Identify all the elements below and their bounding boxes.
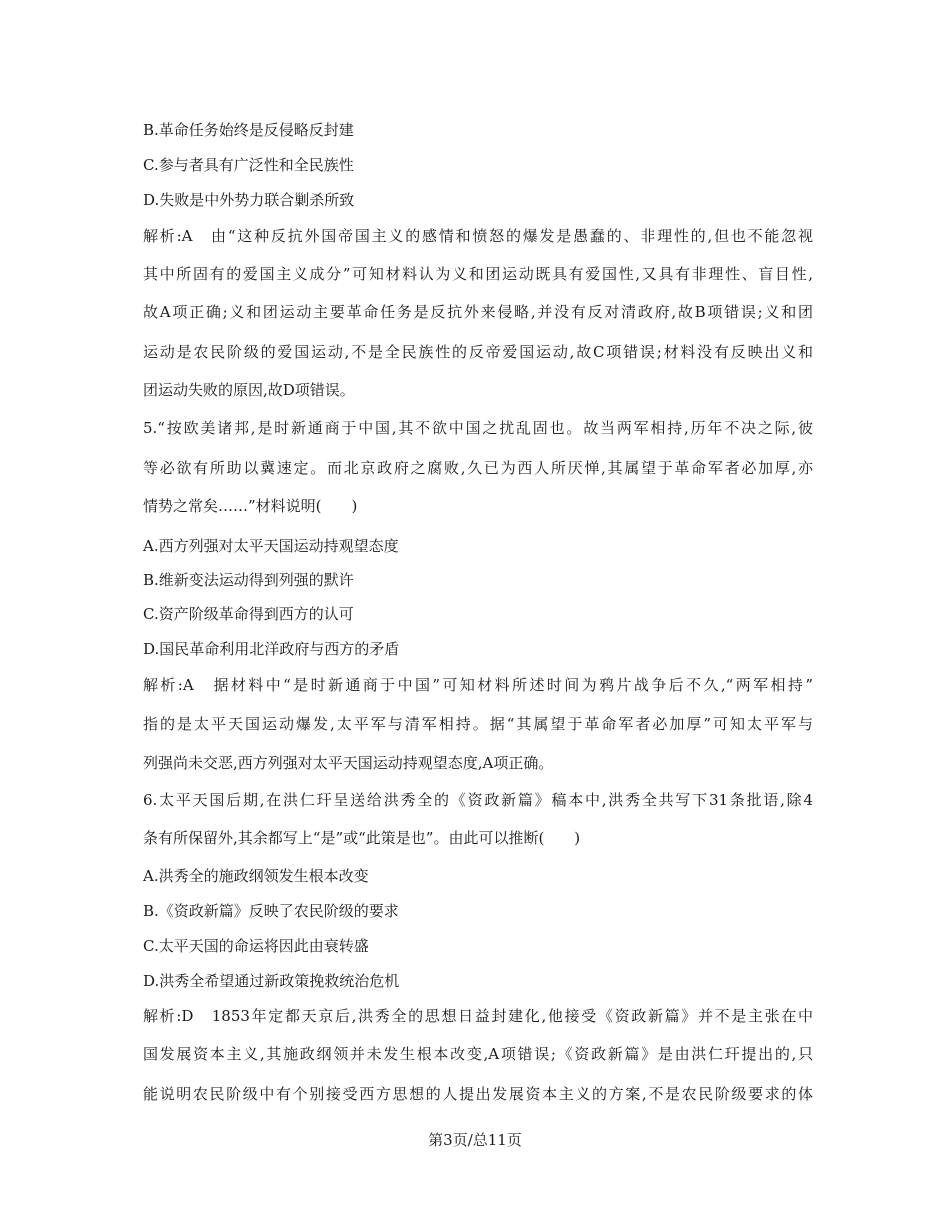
option-b-q5: B.维新变法运动得到列强的默许 [143, 571, 354, 589]
analysis-q5-line-2: 指的是太平天国运动爆发,太平军与清军相持。据“其属望于革命军者必加厚”可知太平军与 [143, 715, 813, 733]
analysis-q5-line-1: 解析:A 据材料中“是时新通商于中国”可知材料所述时间为鸦片战争后不久,“两军相持” [143, 676, 813, 694]
analysis-q6-line-3: 能说明农民阶级中有个别接受西方思想的人提出发展资本主义的方案,不是农民阶级要求的体 [143, 1085, 813, 1103]
analysis-q6-line-1: 解析:D 1853年定都天京后,洪秀全的思想日益封建化,他接受《资政新篇》并不是主张在中 [143, 1007, 813, 1025]
analysis-q5-line-3: 列强尚未交恶,西方列强对太平天国运动持观望态度,A项正确。 [143, 754, 554, 772]
option-a-q5: A.西方列强对太平天国运动持观望态度 [143, 537, 399, 555]
option-c-q6: C.太平天国的命运将因此由衰转盛 [143, 937, 369, 955]
option-b-q6: B.《资政新篇》反映了农民阶级的要求 [143, 902, 399, 920]
analysis-q4-line-5: 团运动失败的原因,故D项错误。 [143, 381, 355, 399]
option-c-q4: C.参与者具有广泛性和全民族性 [143, 156, 354, 174]
option-b-q4: B.革命任务始终是反侵略反封建 [143, 121, 354, 139]
analysis-q6-line-2: 国发展资本主义,其施政纲领并未发生根本改变,A项错误;《资政新篇》是由洪仁玕提出的,只 [143, 1045, 813, 1063]
question-6-line-2: 条有所保留外,其余都写上“是”或“此策是也”。由此可以推断( ) [143, 829, 581, 847]
analysis-q4-line-4: 运动是农民阶级的爱国运动,不是全民族性的反帝爱国运动,故C项错误;材料没有反映出义和 [143, 343, 813, 361]
option-d-q4: D.失败是中外势力联合剿杀所致 [143, 191, 355, 209]
analysis-q4-line-1: 解析:A 由“这种反抗外国帝国主义的感情和愤怒的爆发是愚蠢的、非理性的,但也不能忽视 [143, 227, 813, 245]
option-a-q6: A.洪秀全的施政纲领发生根本改变 [143, 867, 369, 885]
option-d-q5: D.国民革命利用北洋政府与西方的矛盾 [143, 640, 400, 658]
page-footer: 第3页/总11页 [428, 1131, 522, 1149]
question-5-line-3: 情势之常矣……”材料说明( ) [143, 497, 358, 515]
option-d-q6: D.洪秀全希望通过新政策挽救统治危机 [143, 972, 400, 990]
analysis-q4-line-3: 故A项正确;义和团运动主要革命任务是反抗外来侵略,并没有反对清政府,故B项错误;义和团 [143, 303, 813, 321]
option-c-q5: C.资产阶级革命得到西方的认可 [143, 605, 354, 623]
question-5-line-2: 等必欲有所助以冀速定。而北京政府之腐败,久已为西人所厌惮,其属望于革命军者必加厚,亦 [143, 459, 813, 477]
question-6-line-1: 6.太平天国后期,在洪仁玕呈送给洪秀全的《资政新篇》稿本中,洪秀全共写下31条批语,除4 [143, 791, 813, 809]
question-5-line-1: 5.“按欧美诸邦,是时新通商于中国,其不欲中国之扰乱固也。故当两军相持,历年不决之际,彼 [143, 419, 813, 437]
analysis-q4-line-2: 其中所固有的爱国主义成分”可知材料认为义和团运动既具有爱国性,又具有非理性、盲目性, [143, 265, 813, 283]
